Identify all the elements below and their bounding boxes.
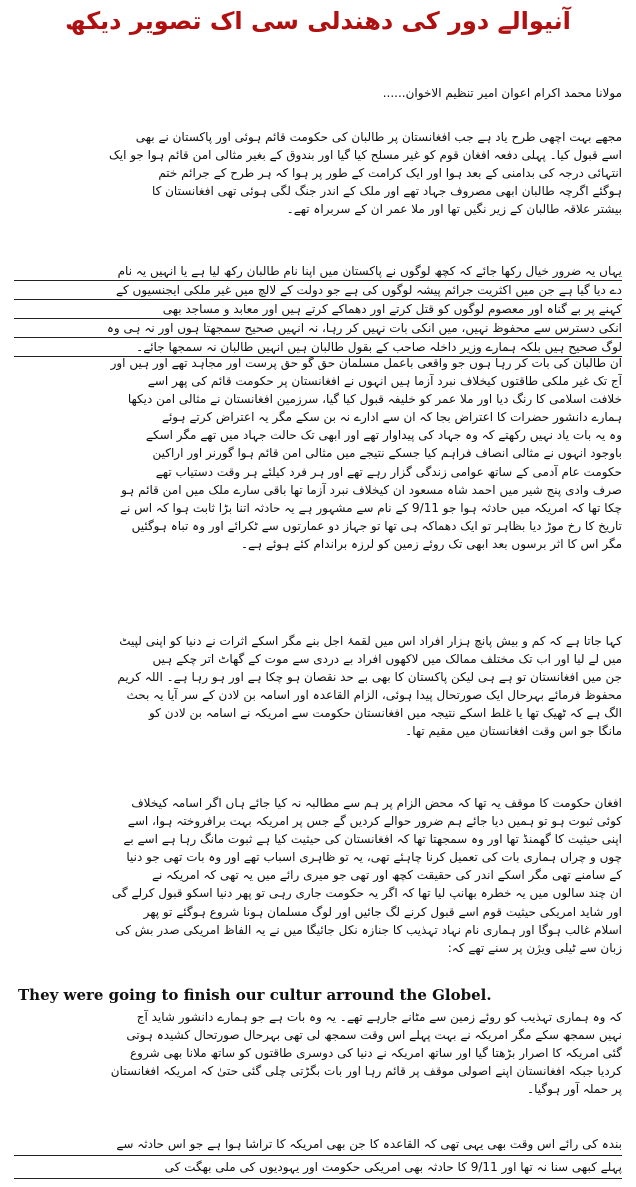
- text-line: یہاں یہ ضرور خیال رکھا جائے کہ کچھ لوگوں نے پاکستان میں اپنا نام طالبان رکھ لیا ہے یا انہیں یہ نام: [14, 262, 622, 281]
- text-line: تاریخ کا رخ موڑ دیا بظاہر تو ایک دھماکہ ہی تھا تو جہاز دو عمارتوں سے ٹکرائے اور وہ تباہ ہوگئیں: [131, 518, 622, 533]
- text-line: افغان حکومت کا موقف یہ تھا کہ محض الزام پر ہم سے مطالبہ نہ کیا جائے ہاں اگر اسامہ کیخلاف: [131, 796, 622, 810]
- text-line: پہلے کبھی سنا نہ تھا اور 9/11 کا حادثہ بھی امریکی حکومت اور یہودیوں کی ملی بھگت کی: [14, 1156, 622, 1179]
- closing-paragraph: [14, 1133, 622, 1179]
- article-byline: مولانا محمد اکرام اعوان امیر تنظیم الاخوان......: [382, 86, 622, 100]
- paragraph-4: [14, 632, 622, 741]
- paragraph-1: [14, 128, 622, 218]
- text-line: بندہ کی رائے اس وقت بھی یہی تھی کہ القاعدہ کا جن بھی امریکہ کا تراشا ہوا ہے جو اس حادثہ سے: [14, 1133, 622, 1156]
- text-line: ان چند سالوں میں یہ خطرہ بھانپ لیا تھا کہ اگر یہ حکومت جاری رہی تو پھر دنیا اسکو قبول کرلے گی: [111, 886, 622, 901]
- paragraph-6: [14, 1008, 622, 1098]
- text-line: بیشتر علاقہ طالبان کے زیر نگیں تھا اور ملا عمر ان کے سربراہ تھے۔: [286, 202, 622, 217]
- text-line: محفوظ فرمائے بہرحال ایک صورتحال پیدا ہوئی، الزام القاعدہ اور اسامہ بن لادن کے سر آیا یہ بحث: [126, 688, 622, 703]
- text-line: نہیں سمجھ سکے مگر امریکہ نے بہت پہلے اس وقت سمجھ لی تھی بہرحال صورتحال کشیدہ ہوتی: [126, 1028, 622, 1043]
- text-line: پر حملہ آور ہوگیا۔: [527, 1082, 622, 1097]
- text-line: میں لے لیا اور اب تک مختلف ممالک میں لاکھوں افراد بے دردی سے موت کے گھاٹ اتر چکے ہیں: [152, 652, 622, 667]
- text-line: دے دیا گیا ہے جن میں اکثریت جرائم پیشہ لوگوں کی ہے جو دولت کے لالچ میں غیر ملکی ایجنسیوں کے: [14, 281, 622, 300]
- text-line: کہ وہ ہماری تہذیب کو روئے زمین سے مٹانے جارہے تھے۔ یہ وہ بات ہے جو ہمارے دانشور شاید آج: [136, 1010, 622, 1024]
- text-line: ہمارے دانشور حضرات کا اعتراض بجا کہ ان سے ادارے نہ بن سکے مگر یہ اعتراض کرتے ہوئے: [161, 410, 622, 425]
- text-line: انتہائی درجہ کی بدامنی کے بعد ہوا اور ایک کرامت کے طور پر ہوا کہ ہر طرح کے جرائم ختم: [158, 166, 622, 181]
- text-line: مگر اس کا اثر برسوں بعد ابھی تک روئے زمین کو لرزہ براندام کئے ہوئے ہے۔: [241, 536, 622, 551]
- text-line: باوجود انہوں نے مثالی انصاف فراہم کیا جسکے نتیجے میں مثالی امن قائم ہوا گورنر اور اراکین: [152, 446, 622, 461]
- text-line: حکومت عام آدمی کے ساتھ عوامی زندگی گزار رہے تھے اور ہر فرد کیلئے ہر وقت دستیاب تھے: [155, 464, 622, 479]
- text-line: کہا جاتا ہے کہ کم و بیش پانچ ہزار افراد اس میں لقمۂ اجل بنے مگر اسکے اثرات نے دنیا کو اپنی لپیٹ: [119, 634, 622, 648]
- text-line: اسے قبول کیا۔ پہلی دفعہ افغان قوم کو غیر مسلح کیا گیا اور بندوق کے بغیر مثالی امن قائم ہوا جو ایک: [109, 148, 622, 163]
- text-line: اور شاید امریکی حیثیت قوم اسے قبول کرنے لگ جائیں اور لوگ مسلمان ہونا شروع ہوگئے تو پھر: [143, 904, 622, 919]
- text-line: مانگا جو اس وقت افغانستان میں مقیم تھا۔: [405, 724, 622, 739]
- text-line: آج تک غیر ملکی طاقتوں کیخلاف نبرد آزما ہیں انہوں نے افغانستان پر حکومت قائم کی پھر اسے: [147, 374, 622, 389]
- paragraph-2: [14, 262, 622, 357]
- text-line: زبان سے ٹیلی ویژن پر سنے تھے کہ:: [447, 940, 622, 955]
- text-line: اسلام غالب ہوگا اور ہماری نام نہاد تہذیب کا جنازہ نکل جائیگا میں نے یہ الفاظ امریکی صدر بش کی: [115, 922, 622, 937]
- english-quote: They were going to finish our cultur arround the Globel.: [18, 986, 492, 1004]
- text-line: چوں و چراں ہماری بات کی تعمیل کرنا چاہئے تھی، یہ تو ظاہری اسباب تھے اور وہ بات تھی جو دنیا: [126, 850, 622, 865]
- text-line: کوئی ثبوت ہو تو ہمیں دیا جائے ہم ضرور حوالے کردیں گے جس پر امریکہ بہت برافروختہ ہوا، اسے: [127, 814, 622, 829]
- text-line: مجھے بہت اچھی طرح یاد ہے جب افغانستان پر طالبان کی حکومت قائم ہوئی اور پاکستان نے بھی: [135, 130, 622, 144]
- text-line: لوگ صحیح ہیں بلکہ ہمارے وزیر داخلہ صاحب کے بقول طالبان ہیں انہیں طالبان نہ سمجھا جائے۔: [14, 338, 622, 357]
- text-line: کردیا جبکہ افغانستان اپنے اصولی موقف پر قائم رہا اور بات بگڑتی چلی گئی حتیٰ کہ امریکہ افغانستان: [110, 1064, 622, 1079]
- text-line: جن میں افغانستان تو ہے ہی لیکن پاکستان کا بھی بے حد نقصان ہو چکا ہے اور ہو رہا ہے۔ اللہ کریم: [117, 670, 622, 685]
- text-line: الگ ہے کہ ٹھیک تھا یا غلط اسکے نتیجہ میں افغانستان حکومت سے امریکہ نے اسامہ بن لادن کو: [148, 706, 622, 721]
- text-line: خلافت اسلامی کا رنگ دیا اور ملا عمر کو خلیفہ قبول کیا گیا، سرزمین افغانستان نے مثالی امن دیکھا: [127, 392, 622, 407]
- text-line: چکا تھا کہ امریکہ میں حادثہ ہوا جو 9/11 کے نام سے مشہور ہے یہ حادثہ اتنا بڑا ثابت ہوا کہ اس نے: [119, 500, 622, 515]
- text-line: کے سامنے تھی مگر اسکے اندر کی حقیقت کچھ اور تھی جو میری رائے میں یہ تھی کہ امریکہ نے: [152, 868, 622, 883]
- text-line: ہوگئے اگرچہ طالبان ابھی مصروف جہاد تھے اور ملک کے اندر جنگ لگی ہوئی تھی افغانستان کا: [151, 184, 622, 199]
- article-title: آنیوالے دور کی دھندلی سی اک تصویر دیکھ: [65, 7, 571, 35]
- paragraph-5: [14, 794, 622, 957]
- paragraph-3: [14, 354, 622, 553]
- text-line: گئی امریکہ کا اصرار بڑھتا گیا اور ساتھ امریکہ نے دنیا کی دوسری طاقتوں کو ساتھ ملانا بھی شروع: [130, 1046, 622, 1061]
- text-line: کہنے پر بے گناہ اور معصوم لوگوں کو قتل کرتے اور دھماکے کرتے ہیں اور معابد و مساجد بھی: [14, 300, 622, 319]
- text-line: صرف وادی پنج شیر میں احمد شاہ مسعود ان کیخلاف نبرد آزما تھا باقی سارے ملک میں امن قائم ہو: [121, 482, 622, 497]
- text-line: وہ یہ بات یاد نہیں رکھتے کہ وہ جہاد کی پیداوار تھے اور ابھی تک حالت جہاد میں تھے مگر اسکے: [145, 428, 622, 443]
- text-line: انکی دسترس سے محفوظ نہیں، میں انکی بات نہیں کر رہا، نہ انہیں صحیح سمجھتا ہوں اور نہ ہی وہ: [14, 319, 622, 338]
- text-line: ان طالبان کی بات کر رہا ہوں جو واقعی باعمل مسلمان حق گو حق پرست اور مجاہد تھے اور ہیں اور: [110, 356, 622, 370]
- text-line: اپنی حیثیت کا گھمنڈ تھا اور وہ سمجھتا تھا کہ افغانستان کی حیثیت کیا ہے ثبوت مانگ رہا ہے اسے بے: [123, 832, 622, 847]
